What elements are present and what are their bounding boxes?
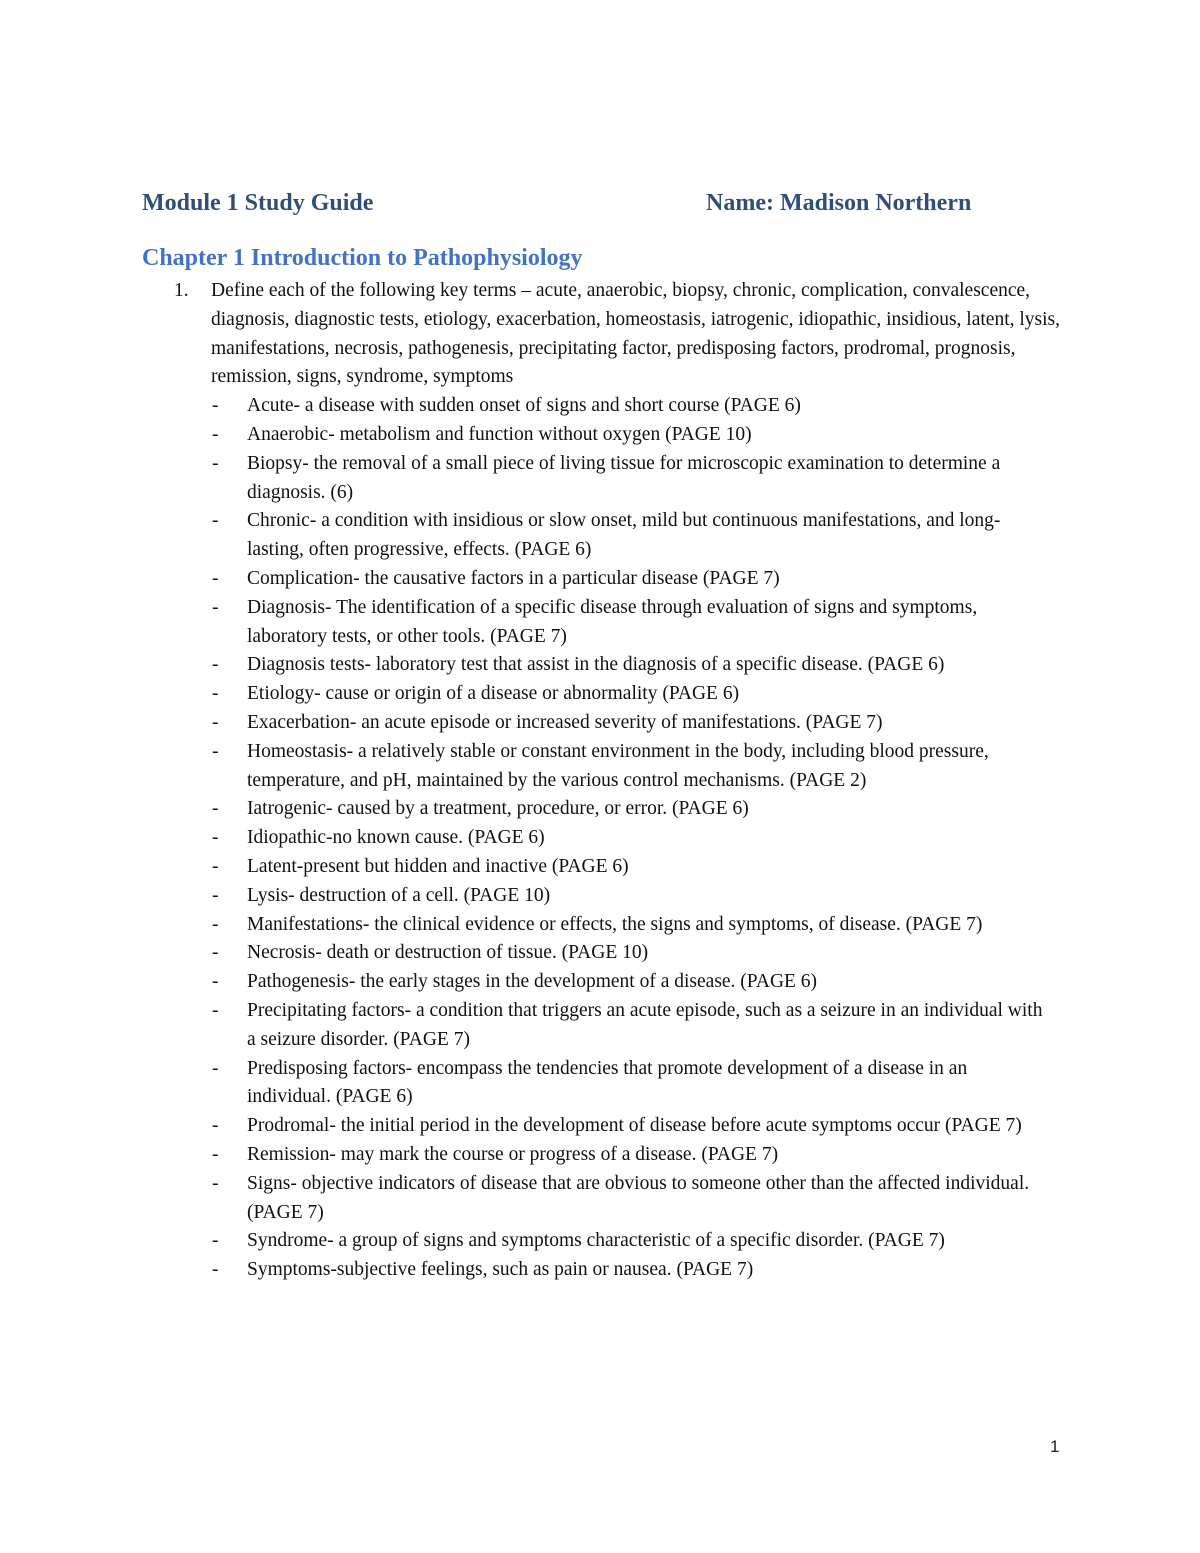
term-definition-item <box>142 1256 1062 1285</box>
term-definition-text: Predisposing factors- encompass the tendencies that promote development of a disease in an individual. (PAGE 6) <box>247 1057 968 1108</box>
term-definition-item <box>142 680 1062 709</box>
document-title: Module 1 Study Guide <box>142 190 374 216</box>
question-text: Define each of the following key terms – acute, anaerobic, biopsy, chronic, complication, convalescence, diagnosis, diagnostic tests, etiology, exacerbation, homeostasis, iatrogenic, idiopathic, insidious, latent, lysis, manifestations, necrosis, pathogenesis, precipitating factor, predisposing factors, prodromal, prognosis, remission, signs, syndrome, symptoms <box>211 280 1061 388</box>
term-definition-text: Lysis- destruction of a cell. (PAGE 10) <box>247 884 551 906</box>
dash-bullet: - <box>212 913 219 935</box>
term-definition-item <box>142 824 1062 853</box>
dash-bullet: - <box>212 423 219 445</box>
term-definition-item <box>142 1170 1062 1228</box>
term-definition-text: Diagnosis tests- laboratory test that assist in the diagnosis of a specific disease. (PAGE 6) <box>247 654 945 676</box>
question-1 <box>142 277 1062 392</box>
dash-bullet: - <box>212 1115 219 1137</box>
term-definition-item <box>142 1141 1062 1170</box>
term-definition-item <box>142 968 1062 997</box>
term-definition-item <box>142 507 1062 565</box>
term-definition-text: Exacerbation- an acute episode or increased severity of manifestations. (PAGE 7) <box>247 711 883 733</box>
page-number: 1 <box>1050 1437 1060 1456</box>
term-definition-item <box>142 392 1062 421</box>
term-definition-text: Acute- a disease with sudden onset of signs and short course (PAGE 6) <box>247 395 801 417</box>
term-definition-text: Pathogenesis- the early stages in the development of a disease. (PAGE 6) <box>247 971 818 993</box>
term-definition-text: Manifestations- the clinical evidence or effects, the signs and symptoms, of disease. (PAGE 7) <box>247 913 983 935</box>
dash-bullet: - <box>212 884 219 906</box>
term-definition-text: Anaerobic- metabolism and function without oxygen (PAGE 10) <box>247 423 752 445</box>
dash-bullet: - <box>212 567 219 589</box>
term-definition-text: Chronic- a condition with insidious or slow onset, mild but continuous manifestations, and long-lasting, often progressive, effects. (PAGE 6) <box>247 510 1001 561</box>
question-number: 1. <box>174 280 189 301</box>
term-definition-text: Signs- objective indicators of disease that are obvious to someone other than the affected individual. (PAGE 7) <box>247 1172 1030 1223</box>
title-row <box>142 190 1062 224</box>
term-definition-text: Iatrogenic- caused by a treatment, procedure, or error. (PAGE 6) <box>247 798 749 820</box>
dash-bullet: - <box>212 1172 219 1194</box>
term-definition-item <box>142 651 1062 680</box>
term-definition-text: Homeostasis- a relatively stable or constant environment in the body, including blood pressure, temperature, and pH, maintained by the various control mechanisms. (PAGE 2) <box>247 740 989 791</box>
term-definition-text: Syndrome- a group of signs and symptoms characteristic of a specific disorder. (PAGE 7) <box>247 1230 945 1252</box>
chapter-heading: Chapter 1 Introduction to Pathophysiology <box>142 245 583 271</box>
term-definition-item <box>142 911 1062 940</box>
term-definition-item <box>142 939 1062 968</box>
key-terms-list <box>142 392 1062 1285</box>
term-definition-text: Necrosis- death or destruction of tissue. (PAGE 10) <box>247 942 649 964</box>
term-definition-item <box>142 1227 1062 1256</box>
term-definition-item <box>142 997 1062 1055</box>
dash-bullet: - <box>212 510 219 532</box>
term-definition-text: Symptoms-subjective feelings, such as pain or nausea. (PAGE 7) <box>247 1259 754 1281</box>
dash-bullet: - <box>212 596 219 618</box>
term-definition-item <box>142 709 1062 738</box>
dash-bullet: - <box>212 942 219 964</box>
term-definition-text: Complication- the causative factors in a particular disease (PAGE 7) <box>247 567 780 589</box>
term-definition-item <box>142 882 1062 911</box>
term-definition-text: Diagnosis- The identification of a specific disease through evaluation of signs and symptoms, laboratory tests, or other tools. (PAGE 7) <box>247 596 978 647</box>
term-definition-item <box>142 450 1062 508</box>
term-definition-text: Latent-present but hidden and inactive (PAGE 6) <box>247 855 629 877</box>
dash-bullet: - <box>212 999 219 1021</box>
term-definition-item <box>142 853 1062 882</box>
dash-bullet: - <box>212 740 219 762</box>
study-guide-content <box>142 277 1062 1285</box>
dash-bullet: - <box>212 971 219 993</box>
dash-bullet: - <box>212 1143 219 1165</box>
dash-bullet: - <box>212 683 219 705</box>
term-definition-item <box>142 421 1062 450</box>
dash-bullet: - <box>212 654 219 676</box>
dash-bullet: - <box>212 395 219 417</box>
term-definition-item <box>142 594 1062 652</box>
dash-bullet: - <box>212 452 219 474</box>
term-definition-item <box>142 738 1062 796</box>
term-definition-text: Etiology- cause or origin of a disease or abnormality (PAGE 6) <box>247 683 740 705</box>
term-definition-text: Idiopathic-no known cause. (PAGE 6) <box>247 827 545 849</box>
term-definition-item <box>142 565 1062 594</box>
dash-bullet: - <box>212 1057 219 1079</box>
dash-bullet: - <box>212 1259 219 1281</box>
student-name: Name: Madison Northern <box>706 190 972 216</box>
dash-bullet: - <box>212 711 219 733</box>
dash-bullet: - <box>212 827 219 849</box>
term-definition-item <box>142 795 1062 824</box>
term-definition-text: Biopsy- the removal of a small piece of living tissue for microscopic examination to determine a diagnosis. (6) <box>247 452 1001 503</box>
term-definition-text: Remission- may mark the course or progress of a disease. (PAGE 7) <box>247 1143 779 1165</box>
term-definition-item <box>142 1055 1062 1113</box>
term-definition-item <box>142 1112 1062 1141</box>
dash-bullet: - <box>212 1230 219 1252</box>
term-definition-text: Precipitating factors- a condition that triggers an acute episode, such as a seizure in an individual with a seizure disorder. (PAGE 7) <box>247 999 1043 1050</box>
dash-bullet: - <box>212 798 219 820</box>
term-definition-text: Prodromal- the initial period in the development of disease before acute symptoms occur (PAGE 7) <box>247 1115 1022 1137</box>
dash-bullet: - <box>212 855 219 877</box>
